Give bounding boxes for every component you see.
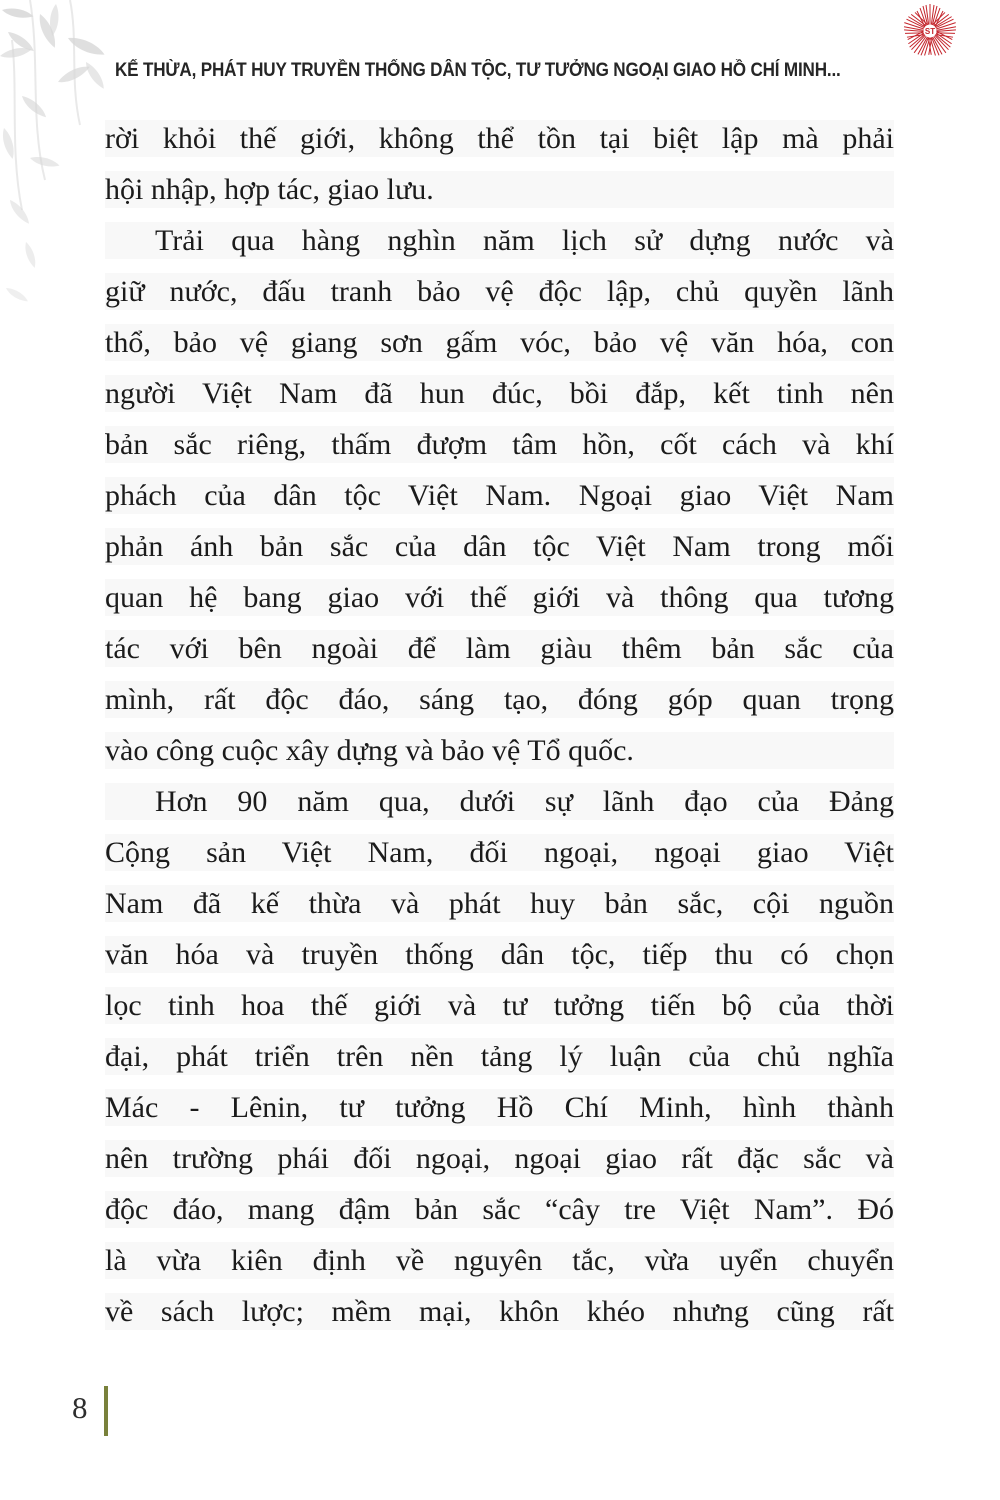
body-line: mình, rất độc đáo, sáng tạo, đóng góp quan trọng bbox=[105, 683, 894, 716]
body-line: giữ nước, đấu tranh bảo vệ độc lập, chủ quyền lãnh bbox=[105, 275, 894, 308]
running-header bbox=[115, 60, 955, 82]
body-line: lọc tinh hoa thế giới và tư tưởng tiến bộ của thời bbox=[105, 989, 894, 1022]
body-line: bản sắc riêng, thấm đượm tâm hồn, cốt cách và khí bbox=[105, 428, 894, 461]
body-line: văn hóa và truyền thống dân tộc, tiếp thu có chọn bbox=[105, 938, 894, 971]
folio-divider-bar bbox=[104, 1386, 108, 1436]
body-line: Cộng sản Việt Nam, đối ngoại, ngoại giao Việt bbox=[105, 836, 894, 869]
page-number: 8 bbox=[72, 1390, 88, 1425]
body-line: Trải qua hàng nghìn năm lịch sử dựng nước và bbox=[155, 224, 894, 257]
body-line: thổ, bảo vệ giang sơn gấm vóc, bảo vệ văn hóa, con bbox=[105, 326, 894, 359]
body-line: quan hệ bang giao với thế giới và thông qua tương bbox=[105, 581, 894, 614]
running-header-title: KẾ THỪA, PHÁT HUY TRUYỀN THỐNG DÂN TỘC, TƯ TƯỞNG NGOẠI GIAO HỒ CHÍ MINH... bbox=[115, 60, 841, 81]
body-line: độc đáo, mang đậm bản sắc “cây tre Việt Nam”. Đó bbox=[105, 1193, 894, 1226]
emblem-monogram: ST bbox=[924, 27, 936, 36]
body-line: phách của dân tộc Việt Nam. Ngoại giao Việt Nam bbox=[105, 479, 894, 512]
body-line: vào công cuộc xây dựng và bảo vệ Tổ quốc. bbox=[105, 734, 634, 767]
body-line: đại, phát triển trên nền tảng lý luận của chủ nghĩa bbox=[105, 1040, 894, 1073]
body-line: phản ánh bản sắc của dân tộc Việt Nam trong mối bbox=[105, 530, 894, 563]
body-line: về sách lược; mềm mại, khôn khéo nhưng cũng rất bbox=[105, 1295, 894, 1328]
body-line: rời khỏi thế giới, không thể tồn tại biệt lập mà phải bbox=[105, 122, 894, 155]
body-line: là vừa kiên định về nguyên tắc, vừa uyển chuyển bbox=[105, 1244, 894, 1277]
publisher-star-emblem-icon bbox=[898, 2, 962, 62]
body-line: tác với bên ngoài để làm giàu thêm bản sắc của bbox=[105, 632, 894, 665]
body-line: nên trường phái đối ngoại, ngoại giao rất đặc sắc và bbox=[105, 1142, 894, 1175]
body-line: Hơn 90 năm qua, dưới sự lãnh đạo của Đảng bbox=[155, 785, 894, 818]
body-line: Nam đã kế thừa và phát huy bản sắc, cội nguồn bbox=[105, 887, 894, 920]
body-line: người Việt Nam đã hun đúc, bồi đắp, kết tinh nên bbox=[105, 377, 894, 410]
body-text bbox=[105, 113, 894, 1337]
body-line: Mác - Lênin, tư tưởng Hồ Chí Minh, hình thành bbox=[105, 1091, 894, 1124]
body-line: hội nhập, hợp tác, giao lưu. bbox=[105, 173, 434, 206]
